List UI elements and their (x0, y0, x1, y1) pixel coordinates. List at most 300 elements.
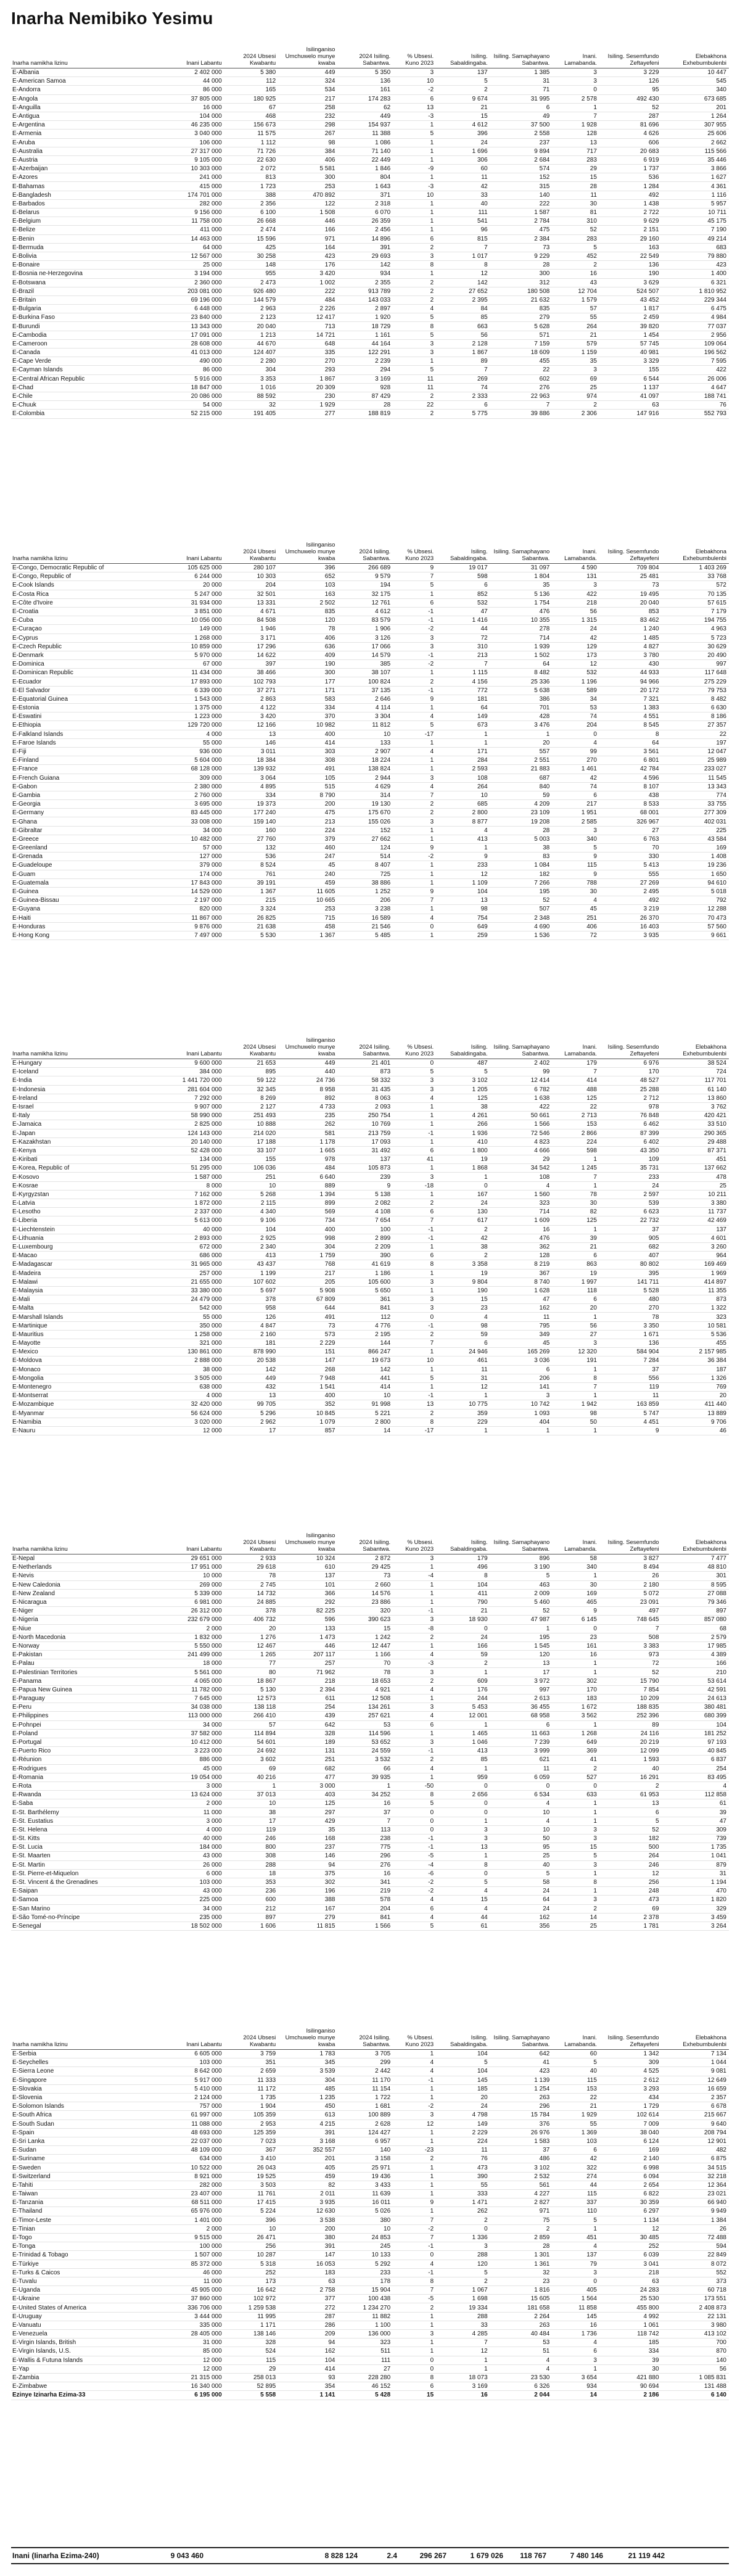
table-cell: 27 357 (662, 721, 729, 730)
table-cell: 161 (337, 86, 393, 94)
table-cell: 288 (224, 1860, 279, 1869)
table-cell: 12 (393, 2120, 436, 2128)
table-cell: 12 320 (552, 1348, 599, 1356)
table-row (11, 2295, 729, 2303)
country-name: E-Azores (11, 173, 170, 182)
table-cell: 1 (436, 1668, 490, 1677)
table-cell: 2 394 (278, 1685, 337, 1694)
table-cell: 6 (393, 1146, 436, 1155)
table-cell: 15 (436, 1295, 490, 1304)
table-cell: 109 (599, 1155, 662, 1164)
table-cell: 280 107 (224, 564, 279, 572)
country-name: E-Bolivia (11, 252, 170, 260)
table-cell: 24 (552, 625, 599, 634)
table-cell: 75 (490, 2216, 553, 2224)
table-cell: 174 283 (337, 94, 393, 103)
table-cell: 44 670 (224, 339, 279, 348)
table-cell: 3 (393, 349, 436, 357)
table-cell: 115 (224, 2356, 279, 2364)
table-cell: 1 016 (224, 383, 279, 392)
table-cell: 11 170 (337, 2076, 393, 2084)
table-cell: 4 (490, 1181, 553, 1190)
column-header: 2024 Ubsesi Kwabantu (224, 2020, 279, 2050)
table-cell: 13 331 (224, 598, 279, 607)
table-cell: 52 (552, 226, 599, 234)
country-name: E-Benin (11, 234, 170, 243)
table-cell: 24 885 (224, 1598, 279, 1606)
table-cell: 12 630 (278, 2207, 337, 2216)
table-cell: 329 (662, 1904, 729, 1913)
table-cell: 94 966 (599, 677, 662, 686)
table-cell: 270 (599, 1304, 662, 1313)
table-cell: 4 227 (490, 2190, 553, 2198)
table-cell: 9 706 (662, 1418, 729, 1426)
table-cell: 377 (278, 2295, 337, 2303)
table-cell: 208 794 (662, 2128, 729, 2137)
table-cell: 5 558 (224, 2391, 279, 2400)
table-cell: 111 (337, 2356, 393, 2364)
table-row (11, 2330, 729, 2339)
table-cell: 16 291 (599, 1773, 662, 1781)
table-cell: 190 (599, 270, 662, 278)
table-cell: 14 529 000 (170, 887, 224, 896)
table-cell: 459 (278, 2172, 337, 2181)
country-name: E-Myanmar (11, 1409, 170, 1418)
table-cell: 6 140 (662, 2391, 729, 2400)
table-cell: 8 533 (599, 800, 662, 809)
country-name: E-Niue (11, 1624, 170, 1633)
table-cell: 69 (552, 374, 599, 383)
table-row (11, 774, 729, 782)
table-cell: 72 488 (662, 2233, 729, 2242)
table-cell: 43 000 (170, 1887, 224, 1896)
table-row (11, 756, 729, 765)
table-cell: 2 (393, 1756, 436, 1764)
table-cell: 119 (599, 1382, 662, 1391)
table-row (11, 2076, 729, 2084)
table-cell: 174 701 000 (170, 191, 224, 199)
table-cell: 43 452 (599, 295, 662, 304)
table-cell: 300 (490, 270, 553, 278)
table-row (11, 590, 729, 598)
country-name: E-Monaco (11, 1365, 170, 1374)
table-cell: 3 036 (490, 1356, 553, 1365)
table-cell: 2 (393, 287, 436, 295)
table-cell: 16 053 (278, 2260, 337, 2268)
table-cell: 1 141 (278, 2391, 337, 2400)
table-cell: 7 (552, 1173, 599, 1181)
country-name: E-Uruguay (11, 2312, 170, 2321)
country-name: Ezinye Izinarha Ezima-33 (11, 2391, 170, 2400)
table-row (11, 905, 729, 914)
country-name: E-Norway (11, 1641, 170, 1650)
table-cell: 6 837 (662, 1756, 729, 1764)
table-row (11, 278, 729, 287)
table-cell: 1 (436, 1720, 490, 1729)
table-cell: 290 365 (662, 1129, 729, 1137)
table-cell: 633 (552, 1791, 599, 1799)
table-cell: 334 (224, 791, 279, 799)
table-cell: 2 944 (337, 774, 393, 782)
table-cell: 2 229 (436, 2128, 490, 2137)
table-row (11, 130, 729, 138)
table-cell: 10 769 (337, 1120, 393, 1129)
country-name: E-Cambodia (11, 331, 170, 339)
table-cell: 1 (393, 1269, 436, 1278)
table-cell: 1 681 (337, 2102, 393, 2111)
column-header: Isilinganiso Umchuwelo munye kwaba (278, 2020, 337, 2050)
table-cell: 56 (552, 607, 599, 616)
table-cell: 63 (599, 401, 662, 410)
table-cell: 118 742 (599, 2330, 662, 2339)
table-cell: 5 550 000 (170, 1641, 224, 1650)
country-name: E-St. Barthélemy (11, 1808, 170, 1817)
table-cell: 38 886 (337, 878, 393, 887)
table-cell: 2 360 000 (170, 278, 224, 287)
table-cell: 17 (224, 1426, 279, 1435)
table-cell: 1 (393, 2181, 436, 2189)
table-row (11, 410, 729, 418)
table-cell: 10 (393, 191, 436, 199)
table-cell: 142 (337, 261, 393, 270)
table-cell: 53 (490, 2339, 553, 2347)
table-cell: 39 191 (224, 878, 279, 887)
table-section (11, 1029, 729, 1435)
table-cell: 94 610 (662, 878, 729, 887)
table-cell: 485 (278, 2084, 337, 2093)
table-cell: 1 820 (662, 1896, 729, 1904)
table-cell: 863 (552, 1260, 599, 1269)
table-cell: 12 (552, 660, 599, 669)
column-header: Inani Labantu (170, 2020, 224, 2050)
table-cell: 420 421 (662, 1112, 729, 1120)
table-cell: 715 (278, 914, 337, 922)
table-cell: 43 437 (224, 1260, 279, 1269)
table-cell: 1 (393, 2339, 436, 2347)
table-cell: 5 (393, 331, 436, 339)
table-cell: 1 (393, 931, 436, 939)
table-cell: 246 (599, 1860, 662, 1869)
table-cell: 125 (552, 1094, 599, 1102)
table-cell: 137 (662, 1225, 729, 1234)
table-cell: 22 (490, 366, 553, 374)
table-cell: 149 (436, 712, 490, 721)
table-cell: 45 000 (170, 1764, 224, 1773)
country-name: E-Suriname (11, 2155, 170, 2163)
table-row (11, 1356, 729, 1365)
table-row (11, 782, 729, 791)
table-cell: 600 (224, 1896, 279, 1904)
table-cell: -9 (393, 165, 436, 173)
table-cell: 2 662 (662, 138, 729, 147)
table-cell: 9 105 000 (170, 155, 224, 164)
table-cell: 415 000 (170, 182, 224, 191)
table-cell: 449 (224, 1374, 279, 1382)
table-cell: 2 306 (552, 410, 599, 418)
table-cell: 1 (393, 2190, 436, 2198)
table-cell: 4 (662, 1781, 729, 1790)
table-cell: 6 059 (490, 1773, 553, 1781)
table-cell: 5 747 (599, 1409, 662, 1418)
table-cell: 9 (552, 852, 599, 861)
table-cell: 11 737 (662, 1208, 729, 1216)
country-name: E-Argentina (11, 121, 170, 130)
table-cell: 4 823 (490, 1137, 553, 1146)
table-cell: 1 134 (599, 2216, 662, 2224)
table-cell: 95 (599, 86, 662, 94)
table-cell: 2 (393, 278, 436, 287)
table-cell: 2 956 (662, 331, 729, 339)
table-cell: 308 (278, 756, 337, 765)
table-cell: 12 704 (552, 287, 599, 295)
table-cell: 228 280 (337, 2373, 393, 2382)
table-cell: 68 511 000 (170, 2198, 224, 2207)
table-cell: 3 264 (662, 1922, 729, 1930)
country-name: E-Liberia (11, 1216, 170, 1225)
header-row (11, 534, 729, 564)
table-row (11, 2128, 729, 2137)
table-cell: 514 (337, 852, 393, 861)
table-cell: 21 653 (224, 1059, 279, 1068)
table-cell: 48 810 (662, 1563, 729, 1572)
table-cell: 108 (490, 1173, 553, 1181)
country-name: E-Yap (11, 2364, 170, 2373)
column-header: Inani. Lamabanda. (552, 2020, 599, 2050)
table-cell: 181 252 (662, 1729, 729, 1738)
table-cell: 17 (490, 1668, 553, 1677)
column-header: Inani. Lamabanda. (552, 1029, 599, 1059)
table-cell: 169 (599, 2146, 662, 2155)
table-cell: 19 (436, 1269, 490, 1278)
table-cell: 886 000 (170, 1756, 224, 1764)
table-cell: 102 793 (224, 677, 279, 686)
table-cell: 258 013 (224, 2373, 279, 2382)
table-cell: 539 (599, 1199, 662, 1208)
table-cell: 27 088 (662, 1589, 729, 1598)
table-cell: 1 560 (490, 1190, 553, 1199)
column-header: Inani. Lamabanda. (552, 1524, 599, 1554)
table-cell: 13 (224, 730, 279, 738)
table-cell: 1 109 (436, 878, 490, 887)
table-cell: 7 284 (599, 1356, 662, 1365)
table-cell: 1 (393, 2050, 436, 2058)
table-cell: 19 373 (224, 800, 279, 809)
table-cell: 1 800 (436, 1146, 490, 1155)
table-cell: 2 195 (337, 1330, 393, 1339)
table-row (11, 704, 729, 712)
table-row (11, 2093, 729, 2102)
table-cell: 3 064 (224, 774, 279, 782)
table-cell: 10 (224, 1799, 279, 1808)
table-cell: 1 (552, 1817, 599, 1825)
table-cell: 11 (393, 383, 436, 392)
table-cell: 8 958 (278, 1085, 337, 1094)
table-row (11, 2102, 729, 2111)
table-cell: 206 (337, 896, 393, 905)
table-cell: 79 880 (662, 252, 729, 260)
table-cell: 5 130 (224, 1685, 279, 1694)
table-cell: 2 340 (224, 1242, 279, 1251)
table-row (11, 173, 729, 182)
table-cell: 224 (436, 2137, 490, 2145)
table-cell: 3 695 000 (170, 800, 224, 809)
table-cell: 1 416 (436, 616, 490, 625)
table-cell: 6 (490, 103, 553, 112)
table-cell: 33 (436, 2321, 490, 2329)
table-cell: 100 438 (337, 2295, 393, 2303)
table-cell: 153 (552, 2084, 599, 2093)
table-cell: 35 731 (599, 1164, 662, 1173)
table-row (11, 1703, 729, 1712)
table-cell: 4 261 (436, 1112, 490, 1120)
table-cell: 682 (599, 1242, 662, 1251)
table-row (11, 2242, 729, 2251)
table-cell: 1 017 (436, 252, 490, 260)
table-cell: 491 (278, 1313, 337, 1321)
table-cell: 71 726 (224, 147, 279, 155)
table-cell: 1 (393, 155, 436, 164)
table-cell: 4 (393, 1896, 436, 1904)
table-cell: 841 (337, 1304, 393, 1313)
table-row (11, 383, 729, 392)
table-cell: 5 339 000 (170, 1589, 224, 1598)
table-row (11, 1208, 729, 1216)
table-cell: 4 601 (662, 1234, 729, 1242)
table-cell: 3 219 (599, 905, 662, 914)
table-cell: 19 525 (224, 2172, 279, 2181)
table-cell: 264 (599, 1852, 662, 1860)
table-cell: 451 (662, 1155, 729, 1164)
table-cell: 3 353 (224, 374, 279, 383)
table-cell: 713 (278, 322, 337, 331)
table-cell: 541 (436, 217, 490, 226)
table-cell: -17 (393, 730, 436, 738)
table-cell: 13 (552, 138, 599, 147)
header-row (11, 38, 729, 68)
column-header: Isilinganiso Umchuwelo munye kwaba (278, 1029, 337, 1059)
table-cell: 188 835 (599, 1703, 662, 1712)
table-cell: 28 (337, 401, 393, 410)
table-cell: 390 623 (337, 1616, 393, 1624)
table-cell: 841 (337, 1913, 393, 1922)
table-cell: 7 266 (490, 878, 553, 887)
table-cell: 21 (552, 1242, 599, 1251)
table-cell: 22 (552, 1102, 599, 1111)
table-cell: 428 (490, 712, 553, 721)
table-cell: 26 (599, 1572, 662, 1580)
table-cell: 1 199 (224, 1269, 279, 1278)
table-cell: 1 781 (599, 1922, 662, 1930)
table-cell: 11 782 000 (170, 1685, 224, 1694)
country-name: E-Rodrigues (11, 1764, 170, 1773)
table-cell: 22 549 (599, 252, 662, 260)
table-cell: 2 (393, 243, 436, 252)
table-cell: 233 027 (662, 765, 729, 774)
table-row (11, 261, 729, 270)
table-cell: 288 (436, 2312, 490, 2321)
table-cell: 19 495 (599, 590, 662, 598)
country-name: E-Guyana (11, 905, 170, 914)
table-cell: 3 260 (662, 1242, 729, 1251)
country-name: E-Mauritius (11, 1330, 170, 1339)
table-cell: 402 031 (662, 817, 729, 826)
table-cell: 6 475 (662, 305, 729, 313)
table-cell: 33 755 (662, 800, 729, 809)
table-row (11, 1278, 729, 1286)
table-cell: 299 (337, 2058, 393, 2067)
table-cell: 1 (393, 226, 436, 234)
table-row (11, 2260, 729, 2268)
table-cell: 1 723 (224, 182, 279, 191)
table-cell: 4 827 (599, 642, 662, 651)
column-header: % Ubsesi. Kuno 2023 (393, 1029, 436, 1059)
country-name: E-Ecuador (11, 677, 170, 686)
table-row (11, 1791, 729, 1799)
table-row (11, 809, 729, 817)
table-cell: 118 (552, 1286, 599, 1295)
table-cell: 2 907 (337, 747, 393, 756)
table-cell: 32 (490, 2268, 553, 2277)
table-cell: 414 (337, 1382, 393, 1391)
table-cell: 110 (552, 2207, 599, 2216)
table-cell: 51 (490, 2347, 553, 2356)
table-cell: 532 (552, 669, 599, 677)
country-name: E-Mali (11, 1295, 170, 1304)
table-cell: 3 629 (599, 278, 662, 287)
table-cell: 40 981 (599, 349, 662, 357)
table-cell: 277 309 (662, 809, 729, 817)
table-cell: 264 (436, 782, 490, 791)
table-cell: 5 536 (662, 1330, 729, 1339)
table-cell: 233 (436, 861, 490, 870)
table-cell: 1 650 (662, 870, 729, 878)
table-row (11, 1624, 729, 1633)
table-cell: 1 254 (490, 2084, 553, 2093)
table-cell: 46 152 (337, 2382, 393, 2391)
table-cell: 3 935 (599, 931, 662, 939)
table-cell: 80 802 (599, 1260, 662, 1269)
table-cell: 4 (552, 2339, 599, 2347)
table-cell: 2 151 (599, 226, 662, 234)
table-cell: 5 (393, 313, 436, 322)
table-cell: 25 (552, 383, 599, 392)
country-name: E-Britain (11, 295, 170, 304)
table-cell: 31 435 (337, 1085, 393, 1094)
country-name: E-Cuba (11, 616, 170, 625)
table-cell: 1 606 (224, 1922, 279, 1930)
column-header: 2024 Isiling. Sabantwa. (337, 38, 393, 68)
table-cell: 3 171 (224, 634, 279, 642)
table-cell: 190 (436, 1286, 490, 1295)
table-cell: 536 (599, 173, 662, 182)
table-cell: -1 (393, 2268, 436, 2277)
table-cell: 1 696 (436, 147, 490, 155)
table-row (11, 730, 729, 738)
table-cell: 1 754 (490, 598, 553, 607)
table-row (11, 598, 729, 607)
table-cell: 39 935 (337, 1773, 393, 1781)
table-cell: 11 (436, 173, 490, 182)
table-row (11, 295, 729, 304)
table-cell: 95 (490, 1843, 553, 1852)
table-cell: 288 (436, 2251, 490, 2260)
table-cell: 335 (278, 349, 337, 357)
table-cell: 610 (278, 1563, 337, 1572)
table-cell: 2 558 (490, 130, 553, 138)
table-cell: 3 229 (599, 68, 662, 77)
table-cell: 22 630 (224, 155, 279, 164)
table-row (11, 1747, 729, 1756)
